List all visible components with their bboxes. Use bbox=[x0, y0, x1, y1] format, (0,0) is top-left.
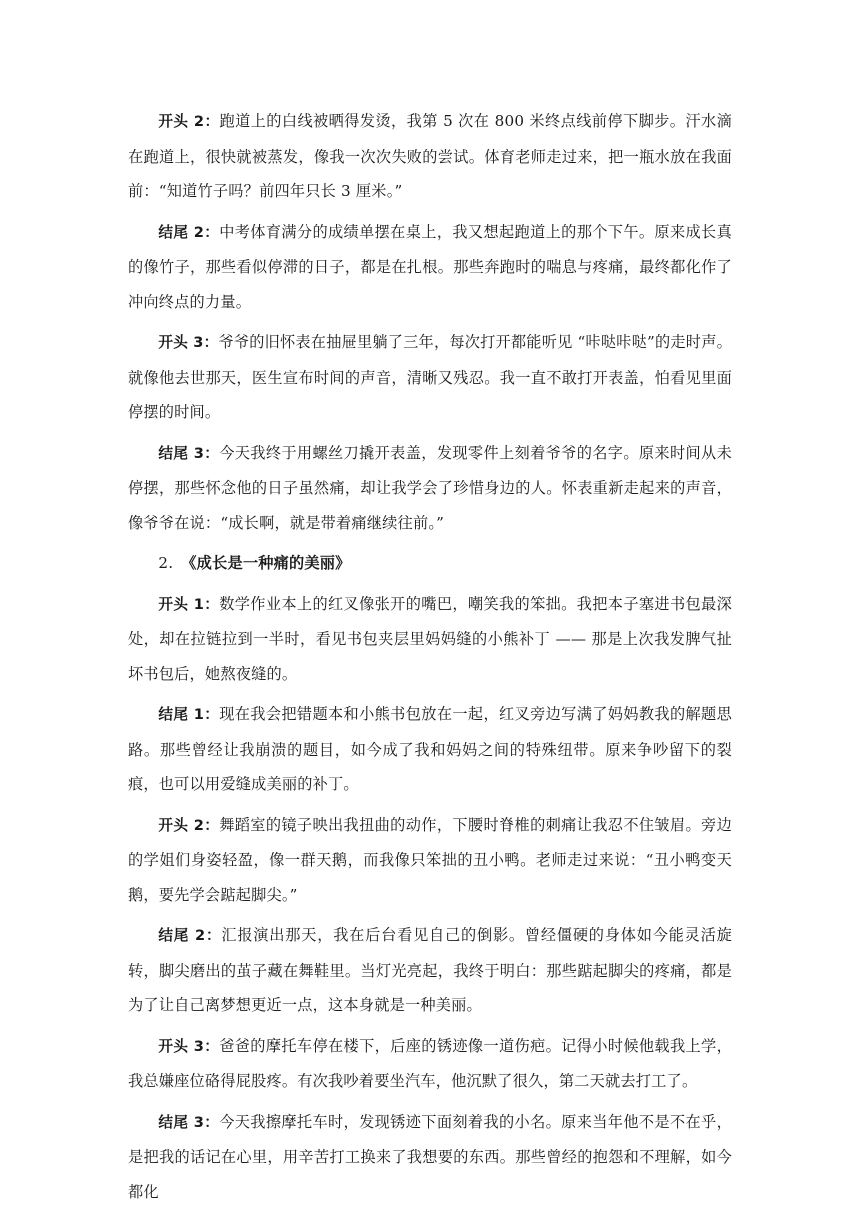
opening-1-paragraph bbox=[128, 587, 732, 692]
paragraph-label: 开头 2： bbox=[158, 816, 220, 834]
section-heading bbox=[128, 546, 732, 581]
paragraph-text: 数学作业本上的红叉像张开的嘴巴，嘲笑我的笨拙。我把本子塞进书包最深处，却在拉链拉到一半时，看见书包夹层里妈妈缝的小熊补丁 —— 那是上次我发脾气扯坏书包后，她熬夜缝的。 bbox=[128, 594, 732, 683]
ending-3-paragraph bbox=[128, 436, 732, 541]
paragraph-text: 汇报演出那天，我在后台看见自己的倒影。曾经僵硬的身体如今能灵活旋转，脚尖磨出的茧子藏在舞鞋里。当灯光亮起，我终于明白：那些踮起脚尖的疼痛，都是为了让自己离梦想更近一点，这本身就是一种美丽。 bbox=[128, 926, 732, 1014]
paragraph-label: 开头 3： bbox=[158, 1037, 220, 1055]
ending-1-paragraph bbox=[128, 697, 732, 802]
paragraph-label: 开头 1： bbox=[158, 595, 220, 613]
paragraph-text: 今天我终于用螺丝刀撬开表盖，发现零件上刻着爷爷的名字。原来时间从未停摆，那些怀念他的日子虽然痛，却让我学会了珍惜身边的人。怀表重新走起来的声音，像爷爷在说：“成长啊，就是带着痛继续往前。” bbox=[128, 443, 732, 532]
opening-2-paragraph bbox=[128, 104, 732, 209]
section-title: 《成长是一种痛的美丽》 bbox=[181, 554, 351, 572]
opening-3-paragraph bbox=[128, 325, 732, 430]
paragraph-text: 跑道上的白线被晒得发烫，我第 5 次在 800 米终点线前停下脚步。汗水滴在跑道上，很快就被蒸发，像我一次次失败的尝试。体育老师走过来，把一瓶水放在我面前：“知道竹子吗？前四年只长 3 厘米。” bbox=[128, 112, 732, 200]
ending-2-paragraph bbox=[128, 215, 732, 320]
ending-2-paragraph bbox=[128, 918, 732, 1023]
paragraph-label: 结尾 2： bbox=[158, 927, 222, 944]
paragraph-label: 结尾 3： bbox=[158, 1113, 220, 1131]
paragraph-text: 中考体育满分的成绩单摆在桌上，我又想起跑道上的那个下午。原来成长真的像竹子，那些看似停滞的日子，都是在扎根。那些奔跑时的喘息与疼痛，最终都化作了冲向终点的力量。 bbox=[128, 222, 732, 311]
paragraph-text: 现在我会把错题本和小熊书包放在一起，红叉旁边写满了妈妈教我的解题思路。那些曾经让我崩溃的题目，如今成了我和妈妈之间的特殊纽带。原来争吵留下的裂痕，也可以用爱缝成美丽的补丁。 bbox=[128, 705, 732, 793]
paragraph-label: 结尾 2： bbox=[158, 223, 220, 241]
document-body bbox=[128, 104, 732, 1215]
paragraph-text: 今天我擦摩托车时，发现锈迹下面刻着我的小名。原来当年他不是不在乎，是把我的话记在心里，用辛苦打工换来了我想要的东西。那些曾经的抱怨和不理解，如今都化 bbox=[128, 1112, 732, 1201]
paragraph-label: 结尾 3： bbox=[158, 444, 220, 462]
paragraph-text: 爸爸的摩托车停在楼下，后座的锈迹像一道伤疤。记得小时候他载我上学，我总嫌座位硌得屁股疼。有次我吵着要坐汽车，他沉默了很久，第二天就去打工了。 bbox=[128, 1036, 732, 1090]
paragraph-label: 开头 3： bbox=[158, 334, 219, 351]
paragraph-text: 舞蹈室的镜子映出我扭曲的动作，下腰时脊椎的刺痛让我忍不住皱眉。旁边的学姐们身姿轻盈，像一群天鹅，而我像只笨拙的丑小鸭。老师走过来说：“丑小鸭变天鹅，要先学会踮起脚尖。” bbox=[128, 815, 732, 904]
opening-3-paragraph bbox=[128, 1029, 732, 1099]
paragraph-label: 结尾 1： bbox=[158, 706, 220, 723]
section-number: 2. bbox=[158, 554, 174, 572]
ending-3-paragraph bbox=[128, 1105, 732, 1210]
opening-2-paragraph bbox=[128, 808, 732, 913]
paragraph-text: 爷爷的旧怀表在抽屉里躺了三年，每次打开都能听见 “咔哒咔哒”的走时声。就像他去世那天，医生宣布时间的声音，清晰又残忍。我一直不敢打开表盖，怕看见里面停摆的时间。 bbox=[128, 333, 732, 421]
paragraph-label: 开头 2： bbox=[158, 113, 220, 130]
